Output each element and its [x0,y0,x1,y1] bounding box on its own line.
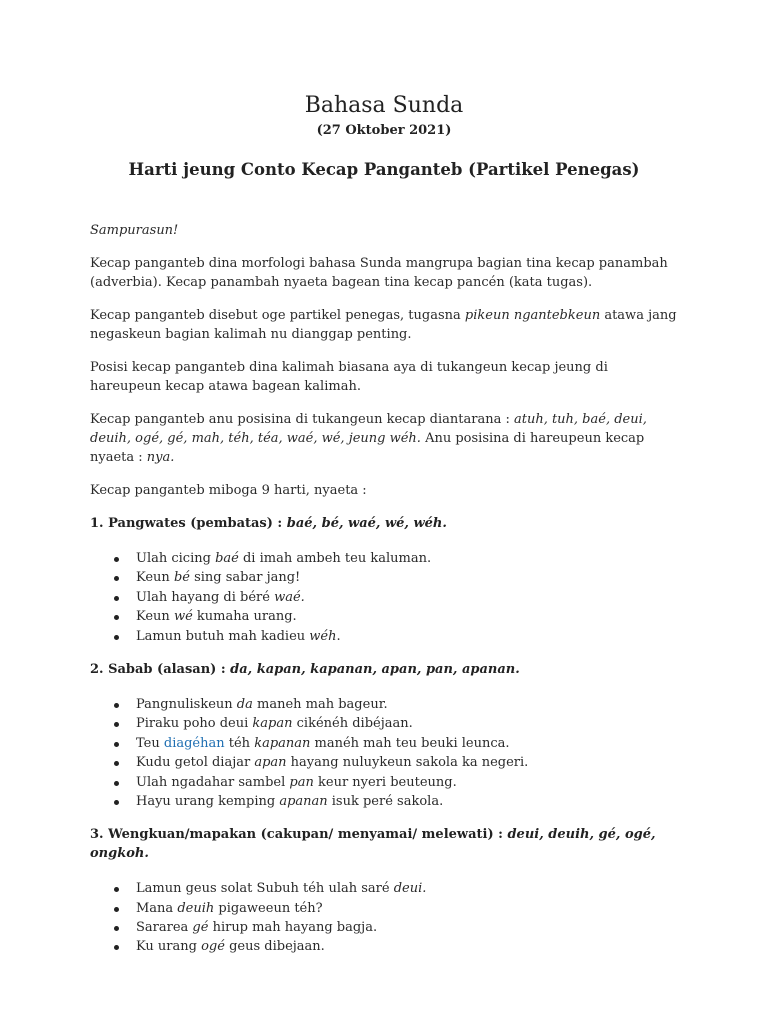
document-body [90,221,680,957]
paragraph-2-text: Kecap panganteb disebut oge partikel penegas, tugasna [90,308,465,323]
section-heading-text: 1. Pangwates (pembatas) : [90,516,287,531]
list-item [136,714,680,733]
item-particle: kapan [252,716,293,732]
section-heading-text: 2. Sabab (alasan) : [90,661,231,677]
section-list-1 [90,549,680,646]
paragraph-4-words-after: atuh, tuh, baé, deui, deuih, ogé, gé, mah, téh, téa, waé, wé, jeung wéh. [90,412,647,446]
list-item [136,734,680,753]
item-text-end: hirup mah hayang bagja. [208,920,378,936]
bullet-icon [114,945,119,950]
item-text: Keun [136,609,174,625]
bullet-icon [114,703,119,708]
section-heading-words: deui, deuih, gé, ogé, ongkoh. [90,827,656,862]
section-list-2 [90,695,680,811]
item-text-end: geus dibejaan. [224,939,325,955]
item-particle: wéh [309,628,337,644]
bullet-icon [114,800,119,805]
item-text-end: kumaha urang. [192,609,297,625]
paragraph-4-text: Kecap panganteb anu posisina di tukangeun kecap diantarana : [90,412,514,427]
item-particle: apanan [279,793,328,809]
list-item [136,937,680,956]
item-text: Piraku poho deui [136,716,253,732]
item-particle: wé [173,609,193,625]
paragraph-1: Kecap panganteb dina morfologi bahasa Sunda mangrupa bagian tina kecap panambah (adverbia). Kecap panambah nyaeta bagean tina kecap pancén (kata tugas). [90,256,668,290]
list-item [136,588,680,607]
item-text: Pangnuliskeun [136,696,237,712]
diagehan-link[interactable]: diagéhan [163,735,225,751]
item-text: Mana [136,900,178,916]
list-item [136,695,680,714]
item-particle: ogé [201,939,225,955]
item-text: Ulah ngadahar sambel [136,774,290,790]
document-title: Bahasa Sunda [304,93,464,118]
list-item [136,627,680,646]
greeting: Sampurasun! [90,223,179,238]
item-text-mid: téh [224,735,255,751]
item-particle: bé [173,570,190,586]
bullet-icon [114,887,119,892]
item-text: Hayu urang kemping [136,793,280,809]
bullet-icon [114,781,119,786]
item-particle: deui. [393,881,427,897]
section-heading-2 [90,660,680,679]
paragraph-4-words-before: nya. [146,450,175,465]
item-particle: deuih [177,900,215,916]
document-date: (27 Oktober 2021) [316,123,452,138]
item-text: Ulah cicing [136,551,216,566]
item-particle: gé [192,920,209,936]
item-text-end: pigaweeun téh? [214,900,323,916]
item-text-end: di imah ambeh teu kaluman. [238,551,432,566]
bullet-icon [114,557,119,562]
item-particle: apan [254,755,287,771]
paragraph-3: Posisi kecap panganteb dina kalimah biasana aya di tukangeun kecap jeung di hareupeun kecap atawa bagean kalimah. [90,360,608,394]
item-text: Sararea [136,920,193,936]
list-item [136,549,680,568]
bullet-icon [114,761,119,766]
paragraph-5: Kecap panganteb miboga 9 harti, nyaeta : [90,483,367,498]
list-item [136,607,680,626]
list-item [136,773,680,792]
list-item [136,918,680,937]
item-text: Teu [136,735,164,751]
item-text-end: maneh mah bageur. [252,696,388,712]
section-list-3 [90,879,680,957]
section-heading-text: 3. Wengkuan/mapakan (cakupan/ menyamai/ melewati) : [90,827,508,843]
item-text-end: hayang nuluykeun sakola ka negeri. [286,755,529,771]
bullet-icon [114,926,119,931]
bullet-icon [114,615,119,620]
item-particle: da [236,696,253,712]
item-text: Lamun geus solat Subuh téh ulah saré [136,881,394,897]
bullet-icon [114,722,119,727]
paragraph-4-text-mid: Anu posisina di hareupeun kecap nyaeta : [90,431,645,465]
section-heading-1 [90,514,680,533]
list-item [136,568,680,587]
paragraph-2 [90,306,680,344]
item-particle: baé [215,551,239,566]
item-text-end: . [336,628,341,644]
bullet-icon [114,576,119,581]
bullet-icon [114,907,119,912]
section-heading-words: baé, bé, waé, wé, wéh. [286,516,447,531]
item-particle: pan [289,774,314,790]
item-particle: kapanan [254,735,311,751]
item-text-end: cikénéh dibéjaan. [292,716,413,732]
section-heading-3 [90,825,680,863]
bullet-icon [114,596,119,601]
item-particle: waé. [274,589,305,605]
item-text-end: manéh mah teu beuki leunca. [310,735,510,751]
bullet-icon [114,742,119,747]
paragraph-4 [90,410,680,467]
item-text: Keun [136,570,174,586]
item-text: Ku urang [136,939,202,955]
list-item [136,879,680,898]
section-heading-words: da, kapan, kapanan, apan, pan, apanan. [230,661,520,677]
list-item [136,792,680,811]
item-text: Ulah hayang di béré [136,589,275,605]
paragraph-2-emphasis: pikeun ngantebkeun [464,308,601,323]
item-text: Kudu getol diajar [136,755,255,771]
list-item [136,753,680,772]
item-text-end: isuk peré sakola. [327,793,444,809]
item-text-end: keur nyeri beuteung. [313,774,457,790]
bullet-icon [114,635,119,640]
document-subtitle: Harti jeung Conto Kecap Panganteb (Partikel Penegas) [128,160,640,179]
list-item [136,899,680,918]
item-text-end: sing sabar jang! [189,570,301,586]
paragraph-2-text-end: atawa jang negaskeun bagian kalimah nu dianggap penting. [90,308,677,342]
item-text: Lamun butuh mah kadieu [136,628,310,644]
